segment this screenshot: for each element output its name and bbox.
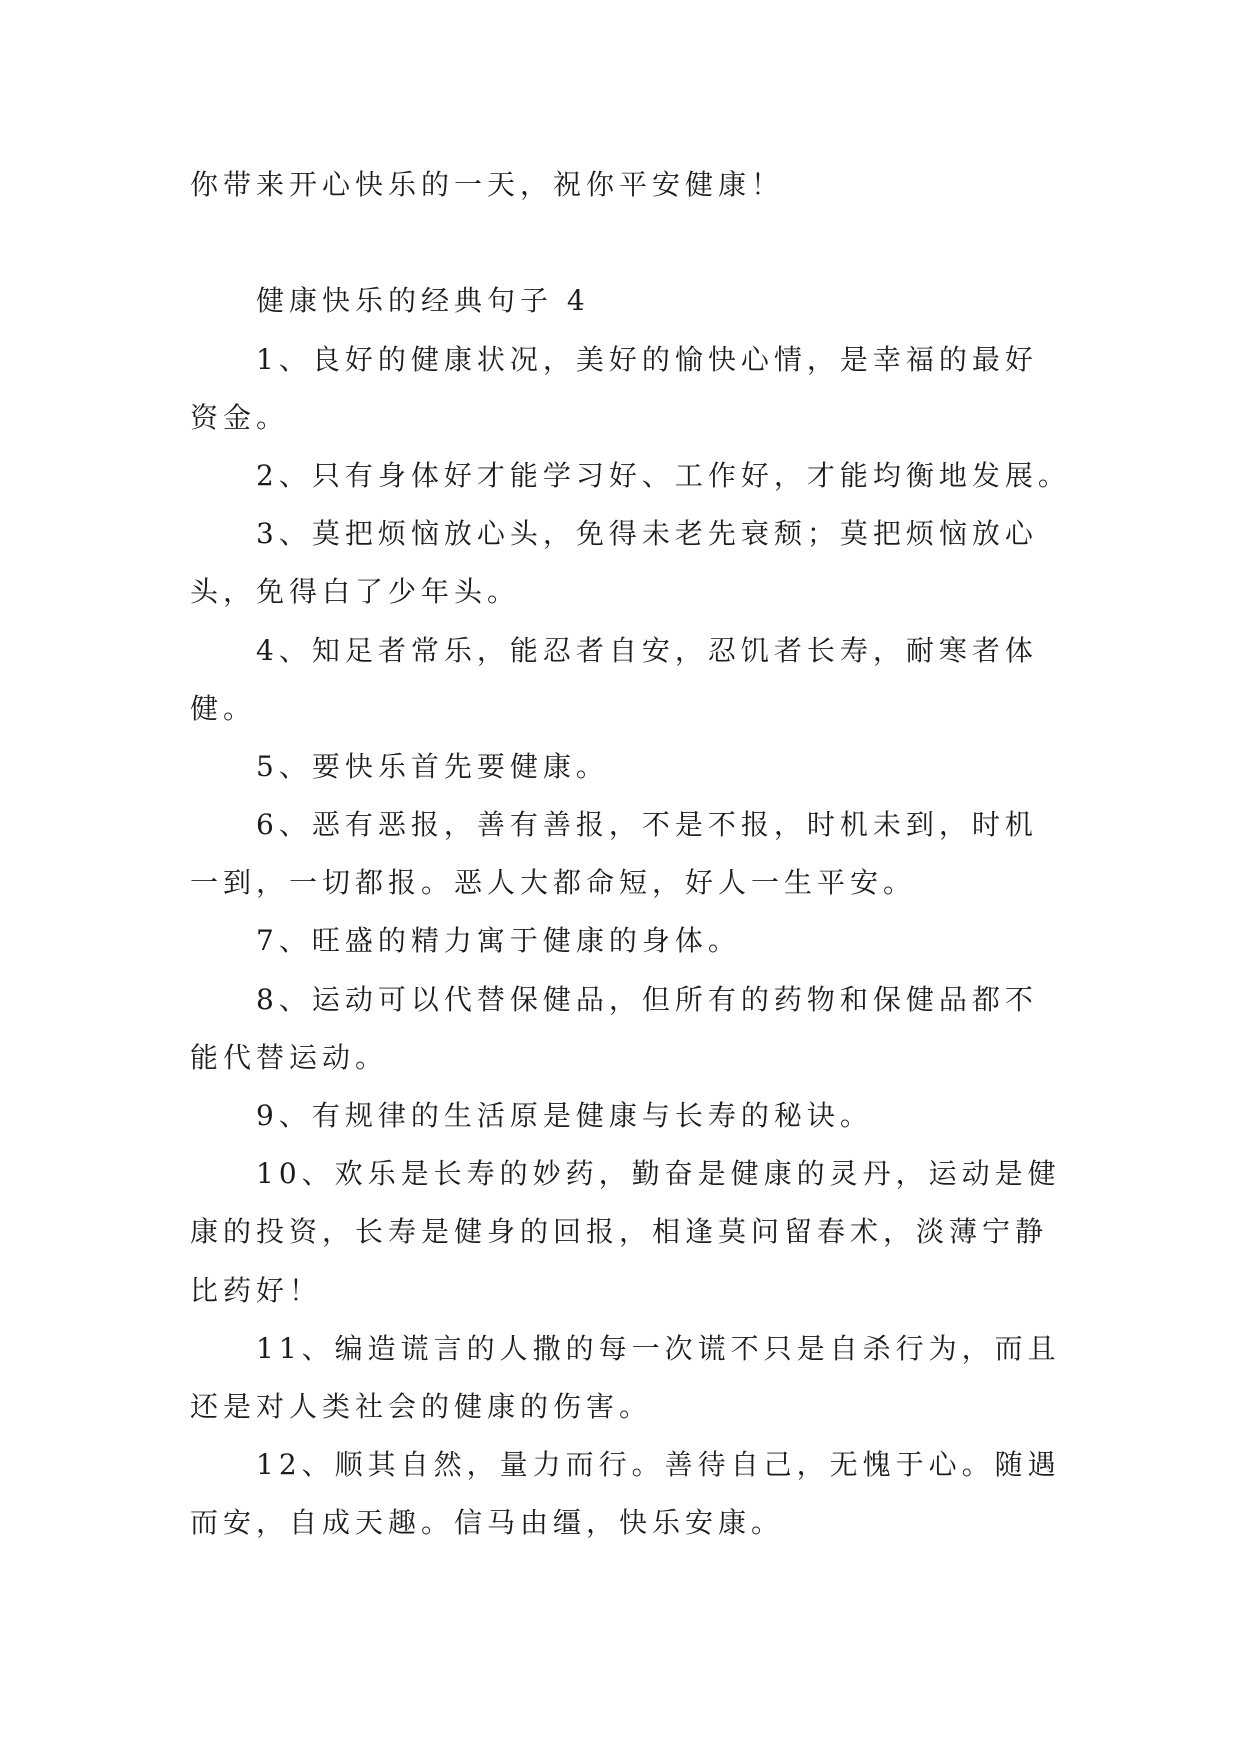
quote-line: 健。 [190,691,257,725]
quote-line: 康的投资，长寿是健身的回报，相逢莫问留春术，淡薄宁静 [190,1215,1049,1249]
quote-line: 6、恶有恶报，善有善报，不是不报，时机未到，时机 [256,808,1038,842]
quote-line: 11、编造谎言的人撒的每一次谎不只是自杀行为，而且 [256,1331,1061,1365]
quote-line: 2、只有身体好才能学习好、工作好，才能均衡地发展。 [256,458,1071,492]
quote-item-6 [190,796,1090,912]
quote-line: 一到，一切都报。恶人大都命短，好人一生平安。 [190,866,917,900]
quote-line: 4、知足者常乐，能忍者自安，忍饥者长寿，耐寒者体 [256,633,1038,667]
quote-item-11 [190,1320,1090,1436]
quote-line: 7、旺盛的精力寓于健康的身体。 [256,924,741,958]
quote-line: 10、欢乐是长寿的妙药，勤奋是健康的灵丹，运动是健 [256,1157,1061,1191]
continuation-line: 你带来开心快乐的一天，祝你平安健康！ [190,168,785,201]
blank-line [190,214,1090,272]
quote-line: 头，免得白了少年头。 [190,575,521,609]
quote-line: 而安，自成天趣。信马由缰，快乐安康。 [190,1506,785,1540]
section-heading: 健康快乐的经典句子 4 [256,284,590,318]
quote-item-9 [190,1087,1090,1145]
document-body [190,156,1090,1553]
quote-item-1 [190,331,1090,447]
quote-item-7 [190,912,1090,970]
quote-line: 5、要快乐首先要健康。 [256,749,609,783]
quote-line: 能代替运动。 [190,1040,389,1074]
quote-item-10 [190,1145,1090,1320]
quote-line: 9、有规律的生活原是健康与长寿的秘诀。 [256,1099,873,1132]
quote-line: 还是对人类社会的健康的伤害。 [190,1389,653,1423]
quote-item-8 [190,971,1090,1087]
quote-item-12 [190,1436,1090,1552]
quote-line: 比药好！ [190,1273,323,1307]
quote-item-5 [190,738,1090,796]
quote-item-2 [190,447,1090,505]
quote-line: 8、运动可以代替保健品，但所有的药物和保健品都不 [256,982,1038,1016]
quote-item-4 [190,622,1090,738]
quote-line: 3、莫把烦恼放心头，免得未老先衰颓；莫把烦恼放心 [256,517,1038,551]
quote-line: 1、良好的健康状况，美好的愉快心情，是幸福的最好 [256,342,1038,376]
quote-item-3 [190,505,1090,621]
quote-line: 资金。 [190,400,290,434]
quote-line: 12、顺其自然，量力而行。善待自己，无愧于心。随遇 [256,1448,1061,1482]
